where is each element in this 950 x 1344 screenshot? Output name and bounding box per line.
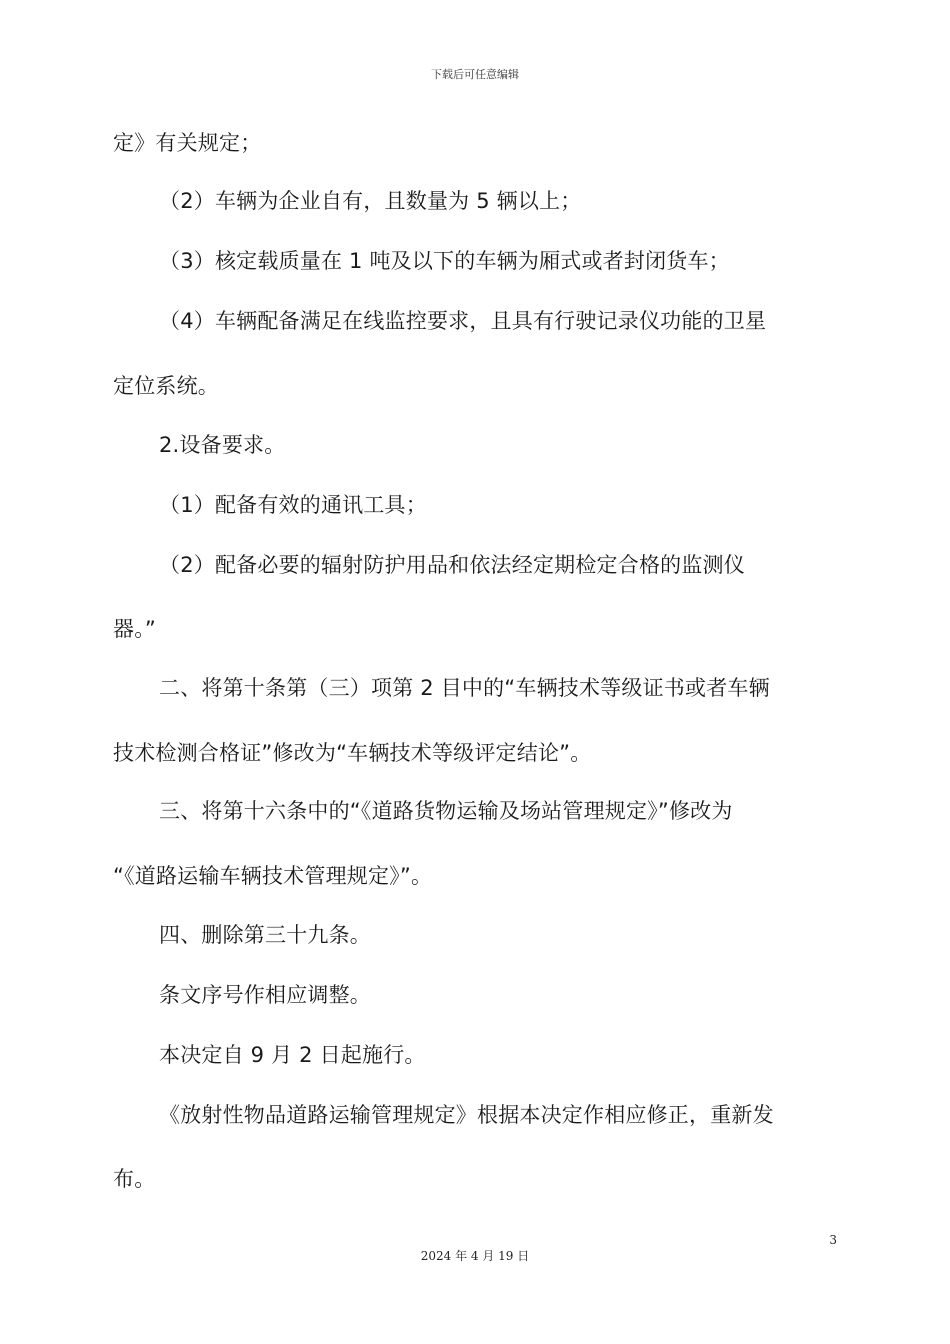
header-note: 下载后可任意编辑 [431, 68, 519, 81]
text-line: 三、将第十六条中的“《道路货物运输及场站管理规定》”修改为 [159, 799, 733, 823]
text-line: 布。 [113, 1167, 156, 1191]
text-line: （1）配备有效的通讯工具； [159, 493, 427, 517]
page-number: 3 [829, 1233, 837, 1247]
text-line: （2）车辆为企业自有，且数量为 5 辆以上； [159, 189, 582, 213]
text-line: 定》有关规定； [113, 131, 262, 155]
text-line: 2.设备要求。 [159, 433, 286, 457]
text-line: 《放射性物品道路运输管理规定》根据本决定作相应修正，重新发 [159, 1103, 774, 1127]
text-line: 定位系统。 [113, 374, 219, 398]
text-line: 二、将第十条第（三）项第 2 目中的“车辆技术等级证书或者车辆 [159, 676, 770, 700]
text-line: 本决定自 9 月 2 日起施行。 [159, 1043, 426, 1067]
text-line: 四、删除第三十九条。 [159, 923, 371, 947]
text-line: 器。” [113, 617, 156, 641]
footer-date: 2024 年 4 月 19 日 [420, 1249, 530, 1263]
text-line: （2）配备必要的辐射防护用品和依法经定期检定合格的监测仪 [159, 553, 745, 577]
text-line: （4）车辆配备满足在线监控要求，且具有行驶记录仪功能的卫星 [159, 309, 767, 333]
text-line: 技术检测合格证”修改为“车辆技术等级评定结论”。 [113, 741, 592, 765]
text-line: “《道路运输车辆技术管理规定》”。 [113, 864, 433, 888]
text-line: （3）核定载质量在 1 吨及以下的车辆为厢式或者封闭货车； [159, 249, 730, 273]
text-line: 条文序号作相应调整。 [159, 983, 371, 1007]
